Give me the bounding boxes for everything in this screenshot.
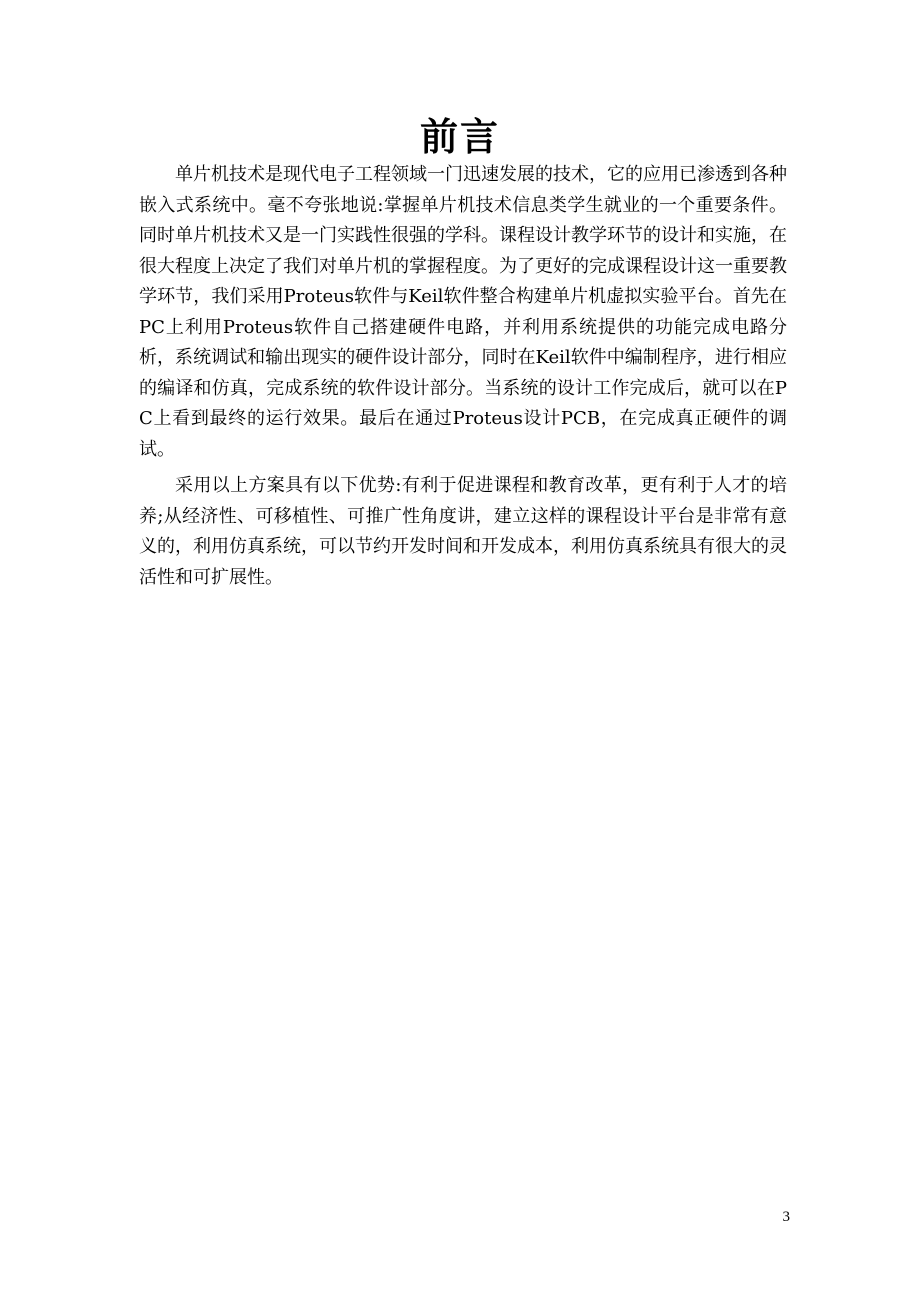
- page-number: 3: [782, 1209, 790, 1225]
- paragraph-1: 单片机技术是现代电子工程领域一门迅速发展的技术，它的应用已渗透到各种嵌入式系统中。毫不夸张地说:掌握单片机技术信息类学生就业的一个重要条件。同时单片机技术又是一门实践性很强的学科。课程设计教学环节的设计和实施，在很大程度上决定了我们对单片机的掌握程度。为了更好的完成课程设计这一重要教学环节，我们采用Proteus软件与Keil软件整合构建单片机虚拟实验平台。首先在PC上利用Proteus软件自己搭建硬件电路，并利用系统提供的功能完成电路分析，系统调试和输出现实的硬件设计部分，同时在Keil软件中编制程序，进行相应的编译和仿真，完成系统的软件设计部分。当系统的设计工作完成后，就可以在PC上看到最终的运行效果。最后在通过Proteus设计PCB，在完成真正硬件的调试。: [139, 164, 787, 460]
- page-title: 前言: [419, 114, 500, 159]
- body-text: [139, 160, 787, 599]
- paragraph-2: 采用以上方案具有以下优势:有利于促进课程和教育改革，更有利于人才的培养;从经济性、可移植性、可推广性角度讲，建立这样的课程设计平台是非常有意义的，利用仿真系统，可以节约开发时间和开发成本，利用仿真系统具有很大的灵活性和可扩展性。: [139, 475, 787, 588]
